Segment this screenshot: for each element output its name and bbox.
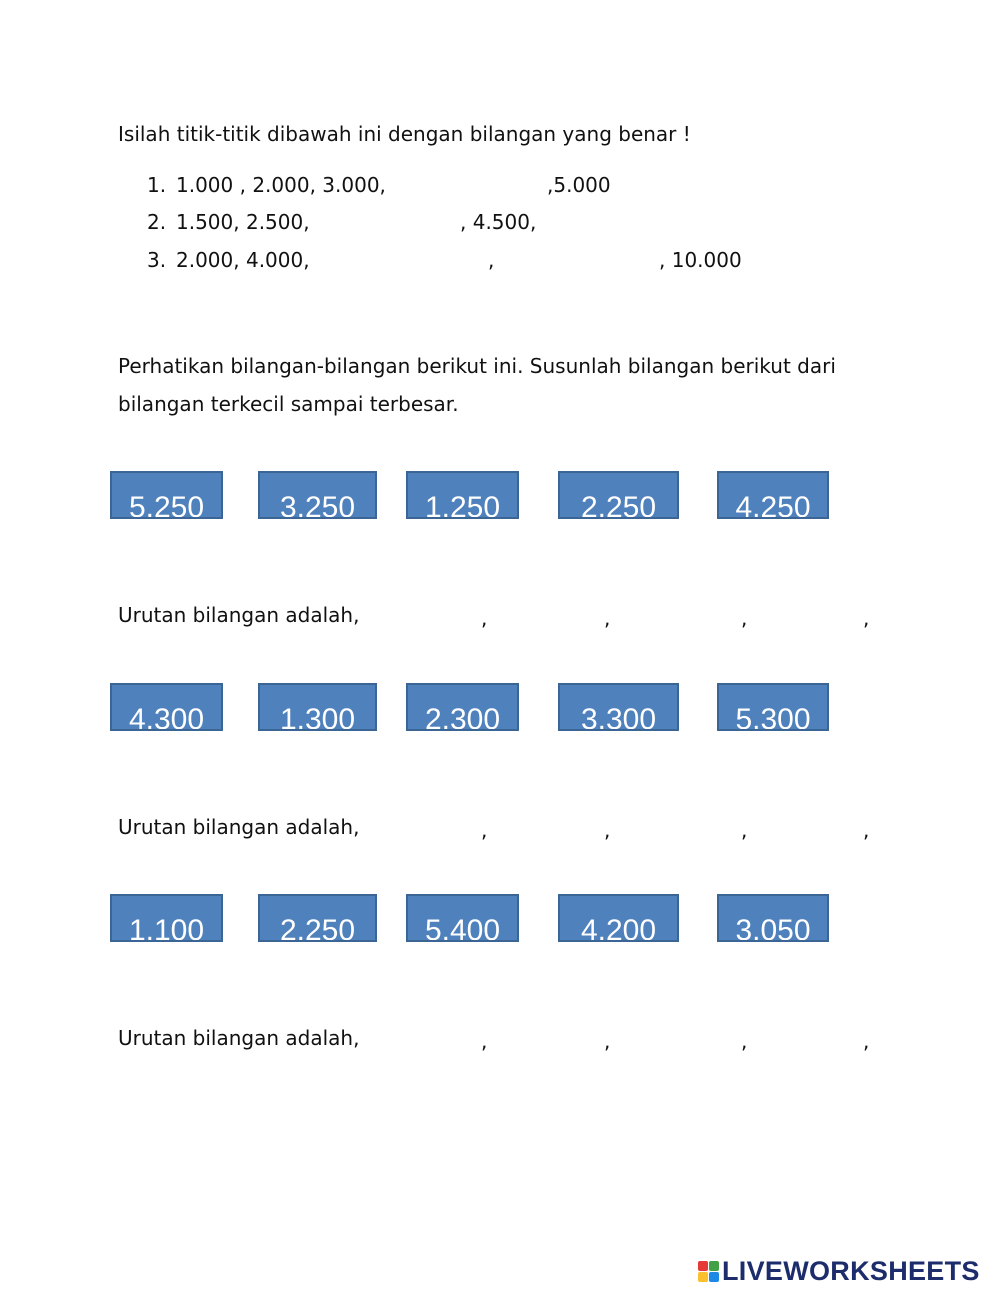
answer-label: Urutan bilangan adalah,: [118, 815, 360, 839]
logo-square-icon: [698, 1261, 708, 1271]
number-box[interactable]: [406, 894, 519, 942]
logo-text: LIVEWORKSHEETS: [722, 1255, 980, 1286]
number-box[interactable]: [717, 894, 829, 942]
number-box[interactable]: [110, 894, 223, 942]
answer-comma: ,: [481, 1029, 488, 1053]
number-box[interactable]: [258, 683, 377, 731]
liveworksheets-logo[interactable]: [698, 1256, 980, 1286]
number-box[interactable]: [258, 471, 377, 519]
number-box[interactable]: [406, 471, 519, 519]
item-2-text-end: , 4.500,: [460, 210, 537, 234]
number-box-value: 2.250: [279, 914, 356, 942]
answer-comma: ,: [481, 818, 488, 842]
number-box-value: 2.250: [580, 491, 657, 519]
number-box-value: 3.050: [735, 914, 811, 942]
number-box[interactable]: [110, 683, 223, 731]
item-3-text: 2.000, 4.000,: [176, 248, 310, 272]
number-box-value: 5.250: [128, 491, 205, 519]
answer-comma: ,: [481, 606, 488, 630]
number-box-value: 4.300: [128, 703, 205, 731]
number-box-value: 4.250: [735, 491, 811, 519]
number-box-value: 3.250: [279, 491, 356, 519]
answer-comma: ,: [741, 1029, 748, 1053]
answer-comma: ,: [604, 1029, 611, 1053]
number-box[interactable]: [406, 683, 519, 731]
logo-square-icon: [709, 1272, 719, 1282]
item-3-comma: ,: [488, 248, 495, 272]
number-box[interactable]: [110, 471, 223, 519]
instruction-2-line-2: bilangan terkecil sampai terbesar.: [118, 392, 459, 416]
logo-square-icon: [698, 1272, 708, 1282]
item-3-text-end: , 10.000: [659, 248, 742, 272]
answer-comma: ,: [863, 606, 870, 630]
item-1-text: 1.000 , 2.000, 3.000,: [176, 173, 386, 197]
item-2-text: 1.500, 2.500,: [176, 210, 310, 234]
number-box[interactable]: [258, 894, 377, 942]
number-box[interactable]: [717, 683, 829, 731]
number-box-value: 1.100: [128, 914, 205, 942]
answer-label: Urutan bilangan adalah,: [118, 603, 360, 627]
item-2-number: 2.: [147, 210, 167, 234]
item-3-number: 3.: [147, 248, 167, 272]
logo-square-icon: [709, 1261, 719, 1271]
answer-comma: ,: [604, 606, 611, 630]
number-box[interactable]: [558, 894, 679, 942]
answer-comma: ,: [863, 1029, 870, 1053]
answer-comma: ,: [741, 818, 748, 842]
number-box-value: 5.400: [424, 914, 501, 942]
number-box[interactable]: [717, 471, 829, 519]
answer-comma: ,: [604, 818, 611, 842]
number-box-value: 4.200: [580, 914, 657, 942]
number-box-value: 1.250: [424, 491, 501, 519]
number-box[interactable]: [558, 683, 679, 731]
item-1-number: 1.: [147, 173, 167, 197]
answer-comma: ,: [741, 606, 748, 630]
liveworksheets-logo-icon: [698, 1261, 719, 1282]
number-box-value: 2.300: [424, 703, 501, 731]
number-box[interactable]: [558, 471, 679, 519]
answer-label: Urutan bilangan adalah,: [118, 1026, 360, 1050]
instruction-2-line-1: Perhatikan bilangan-bilangan berikut ini. Susunlah bilangan berikut dari: [118, 354, 836, 378]
item-1-text-end: ,5.000: [547, 173, 611, 197]
number-box-value: 3.300: [580, 703, 657, 731]
number-box-value: 1.300: [279, 703, 356, 731]
instruction-1: Isilah titik-titik dibawah ini dengan bilangan yang benar !: [118, 122, 691, 146]
number-box-value: 5.300: [735, 703, 811, 731]
answer-comma: ,: [863, 818, 870, 842]
